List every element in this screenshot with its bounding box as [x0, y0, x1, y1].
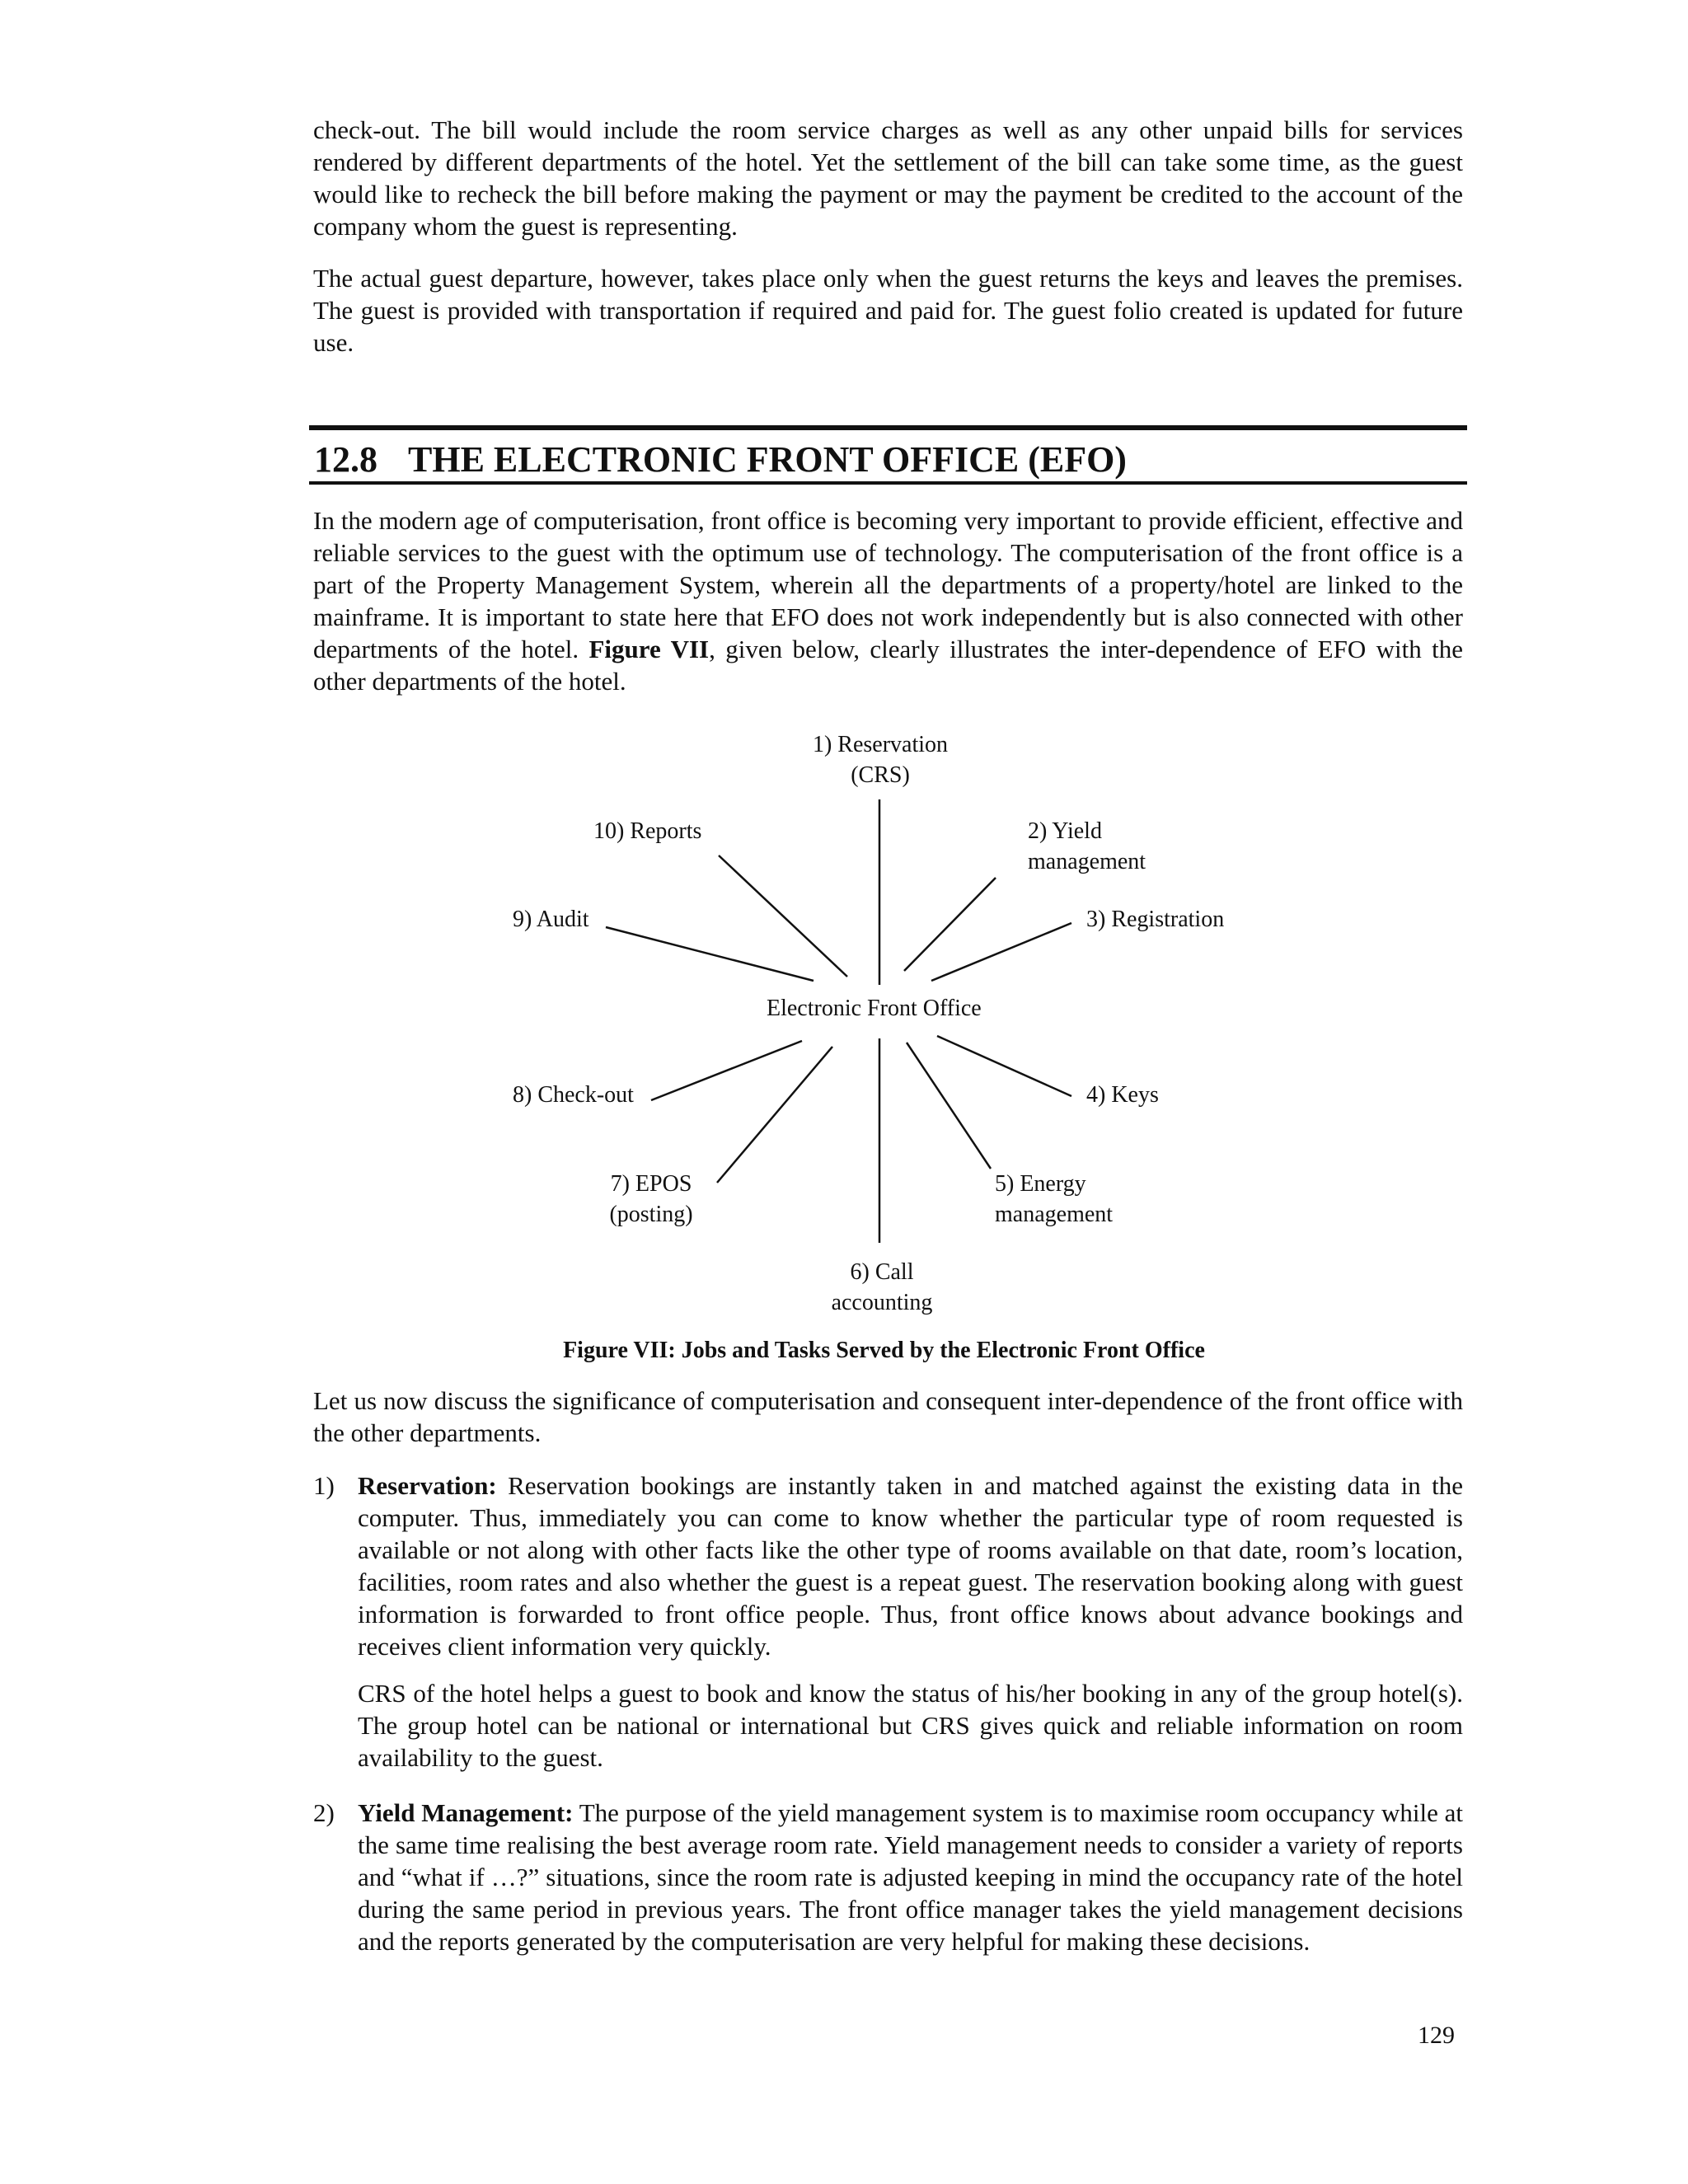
node-epos [593, 1169, 709, 1230]
node-call-accounting [812, 1257, 952, 1318]
list-item-body: The purpose of the yield management system is to maximise room occupancy while at the same time realising the best average room rate. Yield management needs to consider a variety of reports and “what if …?” situations, since the room rate is adjusted keeping in mind the occupancy rate of the hotel during the same period in previous years. The front office manager takes the yield management decisions and the reports generated by the computerisation are very helpful for making these decisions. [358, 1798, 1463, 1956]
node-audit: 9) Audit [513, 907, 589, 932]
spoke-yield [904, 878, 996, 971]
spoke-checkout [651, 1041, 802, 1100]
paragraph-checkout: check-out. The bill would include the room service charges as well as any other unpaid bills for services rendered by different departments of the hotel. Yet the settlement of the bill can take some time, as the guest would like to recheck the bill before making the payment or may the payment be credited to the account of the company whom the guest is representing. [313, 115, 1463, 241]
paragraph-departure: The actual guest departure, however, takes place only when the guest returns the keys and leaves the premises. The guest is provided with transportation if required and paid for. The guest folio created is updated for future use. [313, 264, 1463, 357]
list-item-body: Reservation bookings are instantly taken in and matched against the existing data in the computer. Thus, immediately you can come to know whether the particular type of room requested is available or not along with other facts like the other type of rooms available on that date, room’s location, facilities, room rates and also whether the guest is a repeat guest. The reservation booking along with guest information is forwarded to front office people. Thus, front office knows about advance bookings and receives client information very quickly. [358, 1471, 1463, 1661]
spoke-audit [606, 927, 814, 981]
node-keys: 4) Keys [1086, 1082, 1159, 1108]
list-item-label: Yield Management: [358, 1798, 574, 1827]
node-checkout: 8) Check-out [513, 1082, 634, 1108]
node-reports: 10) Reports [593, 818, 702, 844]
node-call-line2: accounting [831, 1290, 933, 1315]
para3-text-end: , given below, clearly illustrates the inter-dependence of EFO with the other departments of the hotel. [313, 635, 1464, 696]
list-item-label: Reservation: [358, 1471, 497, 1500]
node-yield-line2: management [1028, 849, 1146, 874]
node-epos-line1: 7) EPOS [610, 1171, 692, 1197]
paragraph-efo-intro [313, 504, 1463, 697]
node-energy-line1: 5) Energy [995, 1171, 1086, 1197]
list-item-text [358, 1797, 1463, 1957]
para3-text: In the modern age of computerisation, front office is becoming very important to provide efficient, effective and reliable services to the guest with the optimum use of technology. The computerisation of the front office is a part of the Property Management System, wherein all the departments of a property/hotel are linked to the mainframe. It is important to state here that EFO does not work independently but is also connected with other departments of the hotel. [313, 506, 1463, 663]
section-number: 12.8 [314, 439, 377, 480]
node-energy [995, 1169, 1113, 1230]
list-number: 1) [313, 1471, 335, 1500]
node-center-efo: Electronic Front Office [767, 996, 982, 1021]
paragraph-significance: Let us now discuss the significance of computerisation and consequent inter-dependence of the front office with the other departments. [313, 1386, 1463, 1447]
node-reservation-line1: 1) Reservation [812, 732, 949, 757]
figure-ref: Figure VII [588, 635, 710, 663]
spoke-energy [907, 1043, 991, 1169]
node-call-line1: 6) Call [850, 1259, 914, 1285]
page-number: 129 [1418, 2022, 1455, 2049]
spoke-epos [717, 1047, 832, 1183]
node-reservation-line2: (CRS) [851, 762, 910, 788]
figure-caption: Figure VII: Jobs and Tasks Served by the Electronic Front Office [563, 1338, 1205, 1363]
node-epos-line2: (posting) [609, 1202, 693, 1227]
node-energy-line2: management [995, 1202, 1114, 1227]
list-item-text [358, 1469, 1463, 1662]
section-heading [309, 425, 1467, 485]
node-reservation [810, 729, 950, 790]
list-number: 2) [313, 1798, 335, 1827]
node-yield [1028, 816, 1146, 877]
node-yield-line1: 2) Yield [1028, 818, 1102, 844]
spoke-registration [931, 923, 1071, 981]
spoke-reports [719, 855, 847, 977]
spoke-keys [937, 1036, 1071, 1096]
list-item-extra: CRS of the hotel helps a guest to book and know the status of his/her booking in any of the group hotel(s). The group hotel can be national or international but CRS gives quick and reliable information on room availability to the guest. [358, 1679, 1463, 1772]
node-registration: 3) Registration [1086, 907, 1225, 932]
section-title: THE ELECTRONIC FRONT OFFICE (EFO) [408, 439, 1127, 480]
